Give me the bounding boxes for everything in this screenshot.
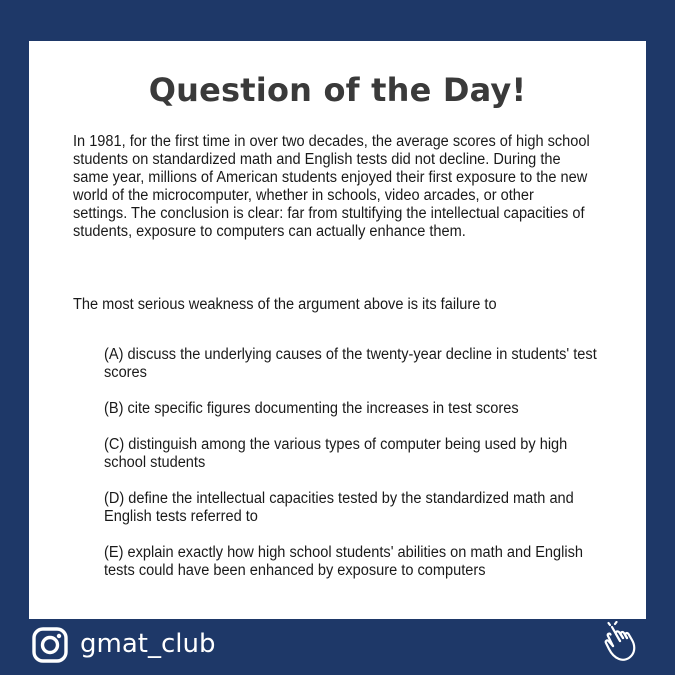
answer-option-b: (B) cite specific figures documenting the increases in test scores [104, 400, 519, 417]
question-stem: The most serious weakness of the argument above is its failure to [73, 296, 497, 313]
hand-pointer-icon [602, 621, 646, 667]
instagram-icon[interactable] [32, 627, 68, 663]
answer-option-c: (C) distinguish among the various types of computer being used by high school students [104, 436, 568, 471]
instagram-handle[interactable]: gmat_club [80, 629, 216, 659]
card-title: Question of the Day! [148, 71, 527, 109]
answer-option-e: (E) explain exactly how high school students' abilities on math and English tests could have been enhanced by exposure to computers [104, 544, 584, 579]
answer-option-d: (D) define the intellectual capacities tested by the standardized math and English tests referred to [104, 490, 574, 525]
question-card [29, 41, 646, 619]
answer-option-a: (A) discuss the underlying causes of the twenty-year decline in students' test scores [104, 346, 597, 381]
question-passage: In 1981, for the first time in over two decades, the average scores of high school students on standardized math and English tests did not decline. During the same year, millions of American students enjoyed their first exposure to the new world of the microcomputer, whether in schools, video arcades, or other settings. The conclusion is clear: far from stultifying the intellectual capacities of students, exposure to computers can actually enhance them. [73, 133, 590, 240]
footer-bar [0, 619, 675, 675]
answer-options [104, 346, 602, 598]
